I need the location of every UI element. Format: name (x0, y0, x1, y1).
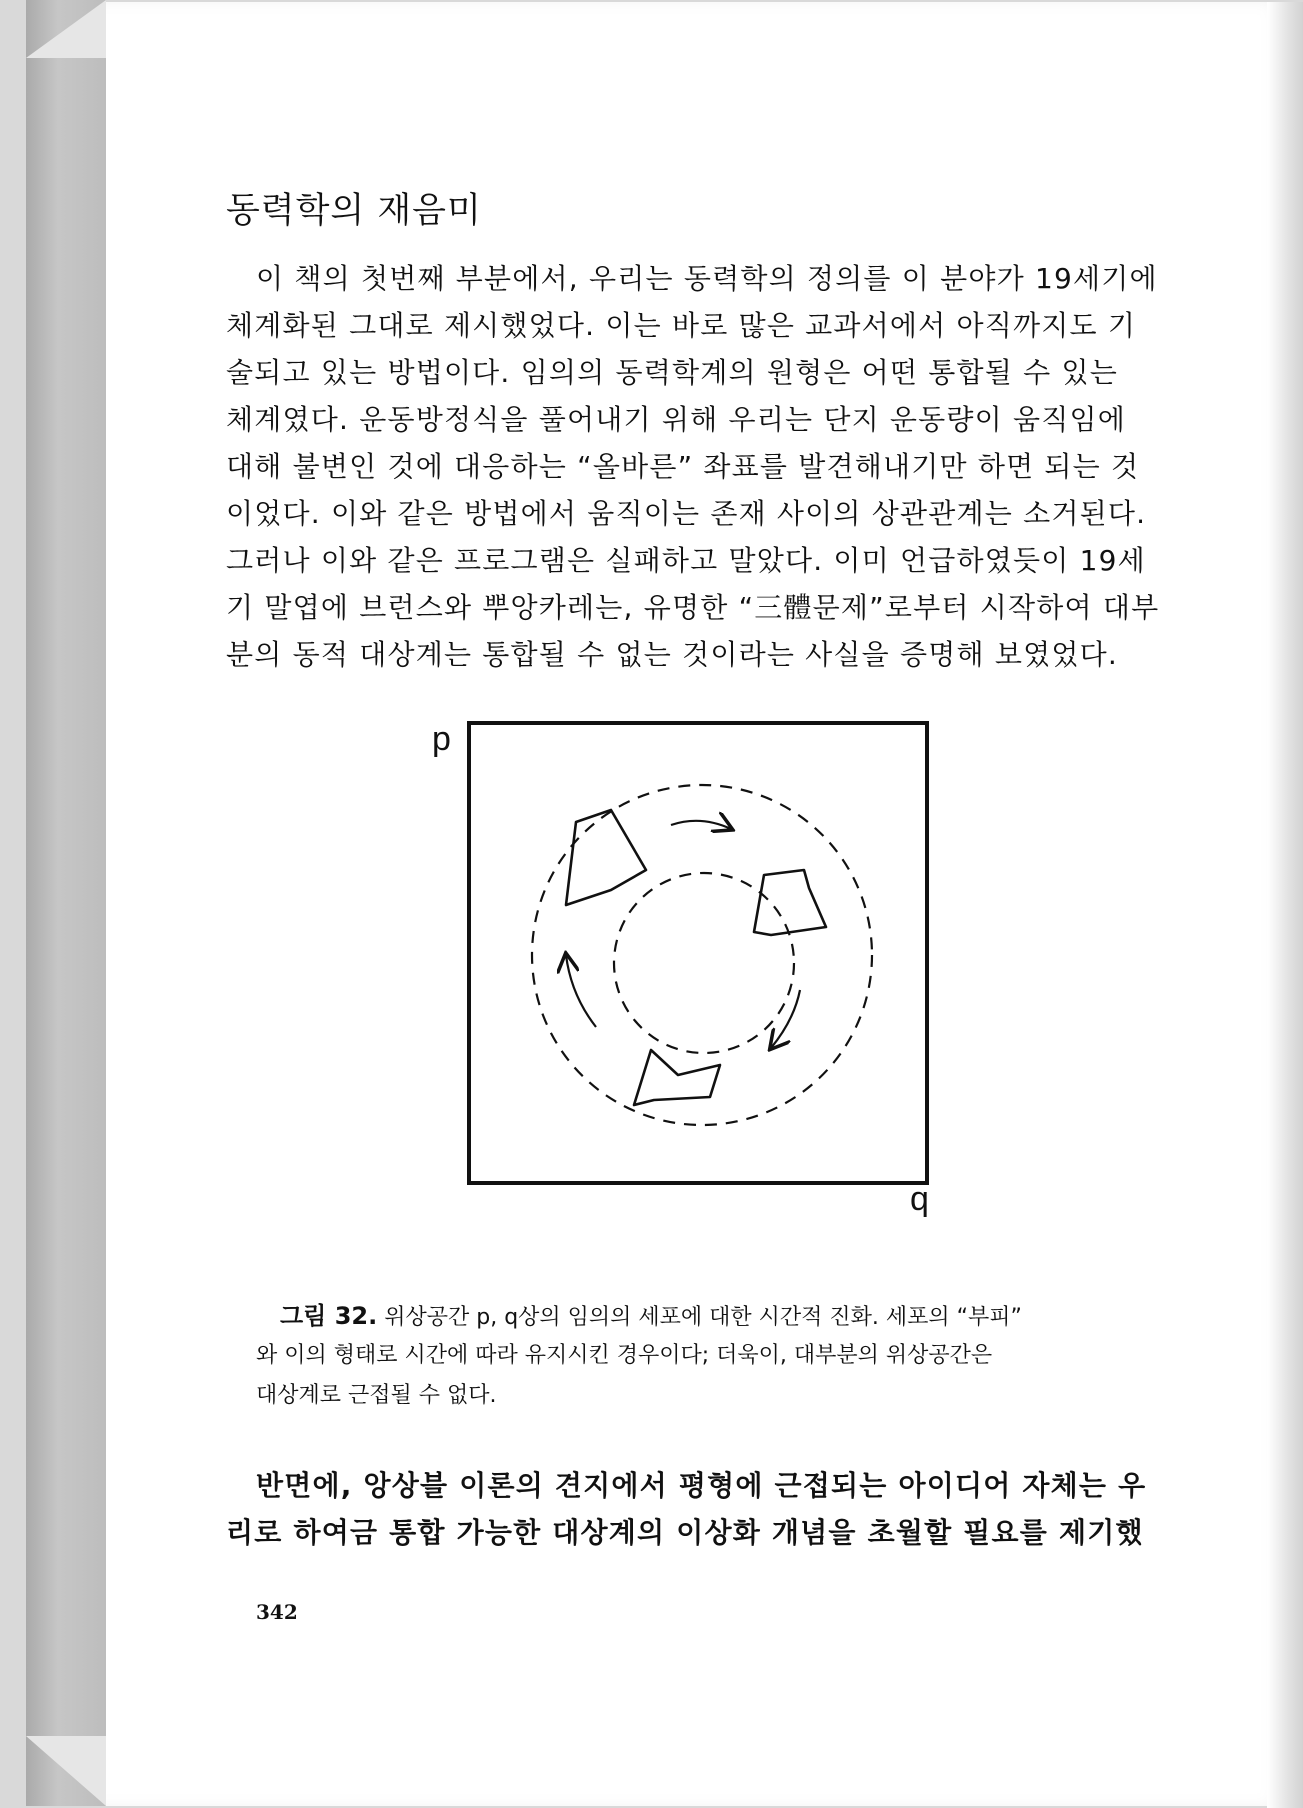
caption-line: 와 이의 형태로 시간에 따라 유지시킨 경우이다; 더욱이, 대부분의 위상공간은 (256, 1343, 993, 1368)
paragraph-line: 술되고 있는 방법이다. 임의의 동력학계의 원형은 어떤 통합될 수 있는 (226, 356, 1118, 389)
phase-cell-1 (566, 810, 646, 905)
paragraph-line: 대해 불변인 것에 대응하는 “올바른” 좌표를 발견해내기만 하면 되는 것 (226, 450, 1140, 483)
outer-dashed-circle (532, 785, 872, 1125)
paragraph-line: 체계화된 그대로 제시했었다. 이는 바로 많은 교과서에서 아직까지도 기 (226, 309, 1137, 342)
paragraph-2 (226, 1462, 1171, 1556)
book-spine (26, 0, 106, 1806)
flow-arrow-left (566, 955, 596, 1027)
page-number: 342 (256, 1600, 298, 1624)
phase-cell-3 (634, 1050, 720, 1105)
inner-dashed-circle (614, 873, 794, 1053)
caption-label: 그림 32. (280, 1302, 378, 1330)
axis-label-q: q (910, 1180, 929, 1218)
paragraph-line: 리로 하여금 통합 가능한 대상계의 이상화 개념을 초월할 필요를 제기했 (226, 1516, 1144, 1549)
flow-arrow-top (671, 821, 731, 829)
paragraph-line: 분의 동적 대상계는 통합될 수 없는 것이라는 사실을 증명해 보였었다. (226, 638, 1118, 671)
paragraph-1 (226, 255, 1171, 678)
phase-space-frame (469, 723, 927, 1183)
figure-caption (256, 1296, 1156, 1416)
section-title: 동력학의 재음미 (226, 191, 482, 232)
caption-line (256, 1296, 1156, 1336)
paragraph-line: 그러나 이와 같은 프로그램은 실패하고 말았다. 이미 언급하였듯이 19세 (226, 544, 1146, 577)
paragraph-line: 기 말엽에 브런스와 뿌앙카레는, 유명한 “三體문제”로부터 시작하여 대부 (226, 591, 1160, 624)
page-edge (1267, 2, 1303, 1808)
paragraph-line: 반면에, 앙상블 이론의 견지에서 평형에 근접되는 아이디어 자체는 우 (256, 1469, 1147, 1502)
axis-label-p: p (432, 720, 451, 758)
caption-text: 위상공간 p, q상의 임의의 세포에 대한 시간적 진화. 세포의 “부피” (384, 1305, 1022, 1330)
paragraph-line: 이었다. 이와 같은 방법에서 움직이는 존재 사이의 상관관계는 소거된다. (226, 497, 1147, 530)
flow-arrow-right (771, 990, 800, 1048)
phase-cell-2 (754, 870, 826, 935)
phase-space-figure (466, 720, 1116, 1240)
caption-line: 대상계로 근접될 수 없다. (256, 1383, 497, 1408)
paragraph-line: 체계였다. 운동방정식을 풀어내기 위해 우리는 단지 운동량이 움직임에 (226, 403, 1126, 436)
paragraph-line: 이 책의 첫번째 부분에서, 우리는 동력학의 정의를 이 분야가 19세기에 (256, 262, 1158, 295)
